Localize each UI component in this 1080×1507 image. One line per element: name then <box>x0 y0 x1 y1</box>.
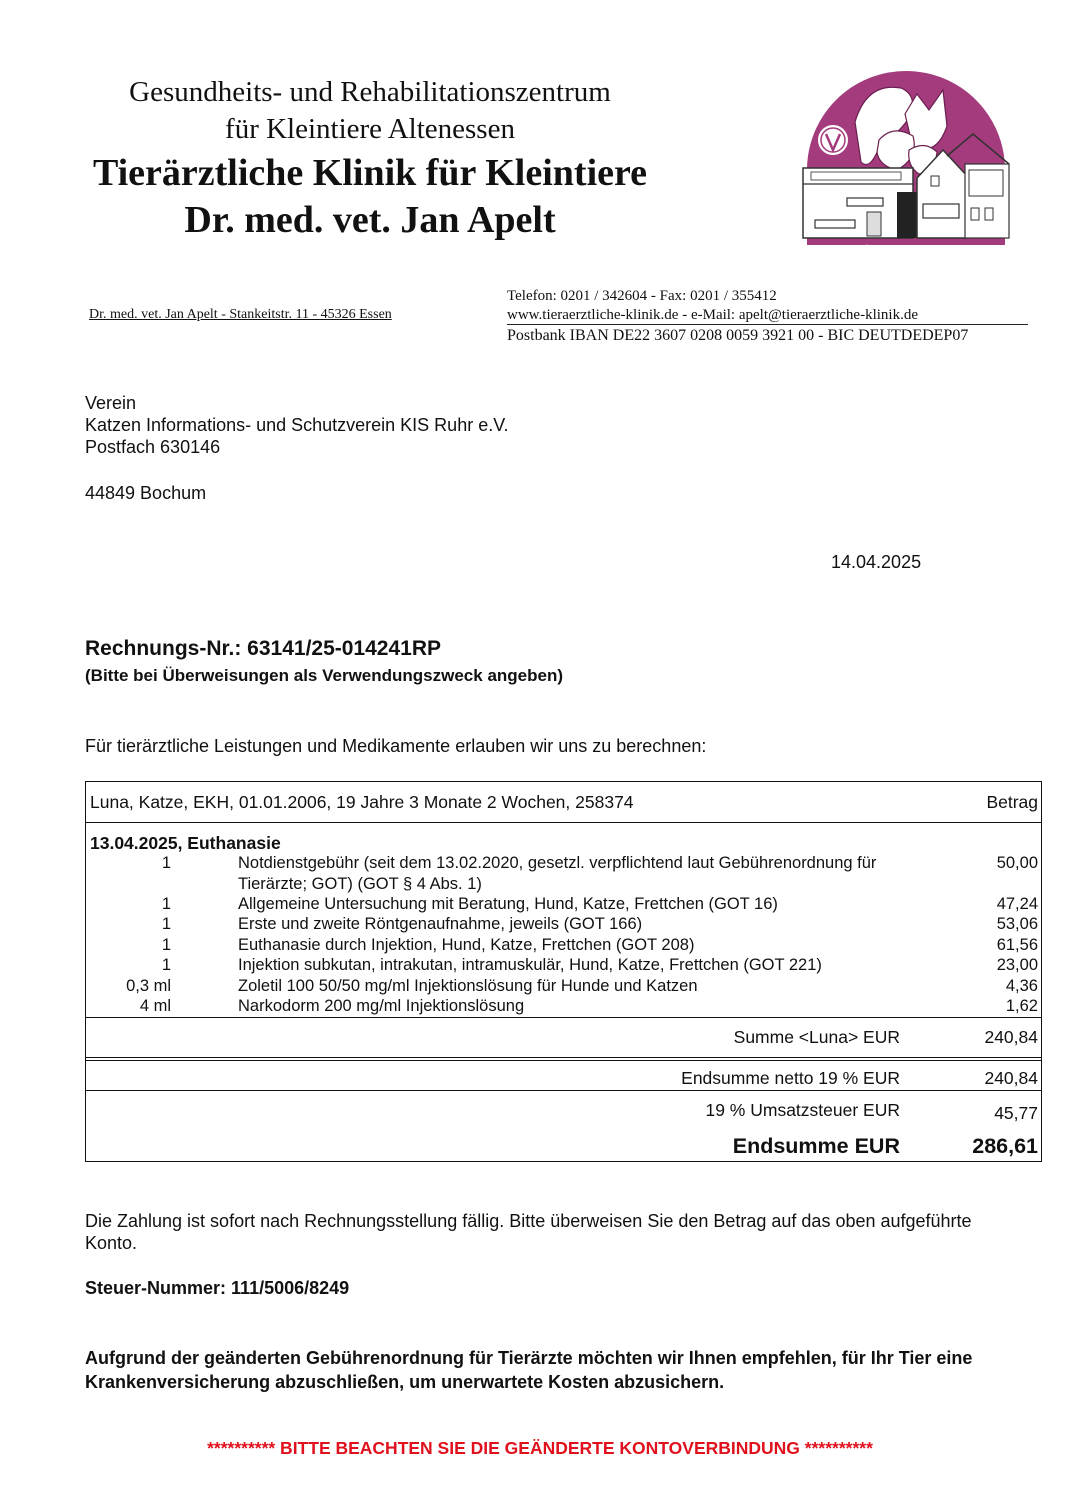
clinic-logo-icon <box>797 60 1015 262</box>
row-quantity: 0,3 ml <box>126 977 171 995</box>
clinic-subtitle-line2: für Kleintiere Altenessen <box>225 113 515 145</box>
grand-total-label: Endsumme EUR <box>732 1134 900 1158</box>
clinic-bank-details: Postbank IBAN DE22 3607 0208 0059 3921 00 - BIC DEUTDEDEP07 <box>507 327 969 344</box>
row-quantity: 1 <box>161 915 171 933</box>
row-amount: 4,36 <box>1005 977 1038 995</box>
recipient-name: Katzen Informations- und Schutzverein KIS Ruhr e.V. <box>85 415 509 435</box>
row-amount: 47,24 <box>996 895 1038 913</box>
clinic-phone-fax: Telefon: 0201 / 342604 - Fax: 0201 / 355412 <box>507 288 777 304</box>
row-amount: 23,00 <box>996 956 1038 974</box>
invoice-number: Rechnungs-Nr.: 63141/25-014241RP <box>85 637 442 660</box>
insurance-advice: Aufgrund der geänderten Gebührenordnung für Tierärzte möchten wir Ihnen empfehlen, für Ihr Tier eine Krankenversicherung abzuschließen, um unerwartete Kosten abzusichern. <box>85 1348 973 1392</box>
row-quantity: 4 ml <box>139 997 171 1015</box>
row-quantity: 1 <box>161 854 171 872</box>
table-divider <box>86 822 1041 823</box>
row-description: Notdienstgebühr (seit dem 13.02.2020, gesetzl. verpflichtend laut Gebührenordnung für <box>238 854 877 872</box>
row-description-continued: Tierärzte; GOT) (GOT § 4 Abs. 1) <box>238 875 482 893</box>
row-amount: 61,56 <box>996 936 1038 954</box>
row-quantity: 1 <box>161 895 171 913</box>
recipient-postbox: Postfach 630146 <box>85 437 221 457</box>
clinic-vet-name: Dr. med. vet. Jan Apelt <box>184 199 556 241</box>
amount-header: Betrag <box>986 792 1038 812</box>
patient-info: Luna, Katze, EKH, 01.01.2006, 19 Jahre 3 Monate 2 Wochen, 258374 <box>90 792 634 812</box>
invoice-intro: Für tierärztliche Leistungen und Medikamente erlauben wir uns zu berechnen: <box>85 736 707 756</box>
recipient-type: Verein <box>85 393 137 413</box>
bank-change-notice: ********** BITTE BEACHTEN SIE DIE GEÄNDERTE KONTOVERBINDUNG ********** <box>207 1438 873 1458</box>
header-divider <box>507 324 1028 325</box>
clinic-web-mail: www.tieraerztliche-klinik.de - e-Mail: apelt@tieraerztliche-klinik.de <box>507 307 918 323</box>
vat-value: 45,77 <box>994 1103 1038 1123</box>
net-total-label: Endsumme netto 19 % EUR <box>681 1068 900 1088</box>
vat-label: 19 % Umsatzsteuer EUR <box>705 1100 900 1120</box>
sender-address-line: Dr. med. vet. Jan Apelt - Stankeitstr. 11 - 45326 Essen <box>89 307 392 322</box>
table-divider <box>86 1060 1041 1061</box>
patient-sum-value: 240,84 <box>984 1027 1038 1047</box>
row-description: Injektion subkutan, intrakutan, intramuskulär, Hund, Katze, Frettchen (GOT 221) <box>238 956 822 974</box>
row-description: Euthanasie durch Injektion, Hund, Katze, Frettchen (GOT 208) <box>238 936 695 954</box>
row-description: Zoletil 100 50/50 mg/ml Injektionslösung für Hunde und Katzen <box>238 977 698 995</box>
row-amount: 53,06 <box>996 915 1038 933</box>
clinic-subtitle-line1: Gesundheits- und Rehabilitationszentrum <box>129 76 611 108</box>
treatment-date-title: 13.04.2025, Euthanasie <box>90 833 281 853</box>
invoice-date: 14.04.2025 <box>831 552 922 572</box>
invoice-table <box>85 781 1042 1162</box>
table-divider <box>86 1017 1041 1018</box>
row-amount: 50,00 <box>996 854 1038 872</box>
row-quantity: 1 <box>161 956 171 974</box>
row-description: Erste und zweite Röntgenaufnahme, jeweils (GOT 166) <box>238 915 643 933</box>
row-quantity: 1 <box>161 936 171 954</box>
clinic-title: Tierärztliche Klinik für Kleintiere <box>92 152 648 194</box>
grand-total-value: 286,61 <box>972 1134 1038 1158</box>
row-description: Allgemeine Untersuchung mit Beratung, Hund, Katze, Frettchen (GOT 16) <box>238 895 778 913</box>
invoice-reference-hint: (Bitte bei Überweisungen als Verwendungszweck angeben) <box>85 666 564 685</box>
patient-sum-label: Summe <Luna> EUR <box>733 1027 900 1047</box>
payment-terms: Die Zahlung ist sofort nach Rechnungsstellung fällig. Bitte überweisen Sie den Betrag auf das oben aufgeführte Konto. <box>85 1211 972 1253</box>
tax-number: Steuer-Nummer: 111/5006/8249 <box>85 1278 350 1298</box>
net-total-value: 240,84 <box>984 1068 1038 1088</box>
recipient-city: 44849 Bochum <box>85 483 207 503</box>
table-divider <box>86 1057 1041 1058</box>
row-amount: 1,62 <box>1005 997 1038 1015</box>
row-description: Narkodorm 200 mg/ml Injektionslösung <box>238 997 525 1015</box>
table-divider <box>86 1090 1041 1091</box>
